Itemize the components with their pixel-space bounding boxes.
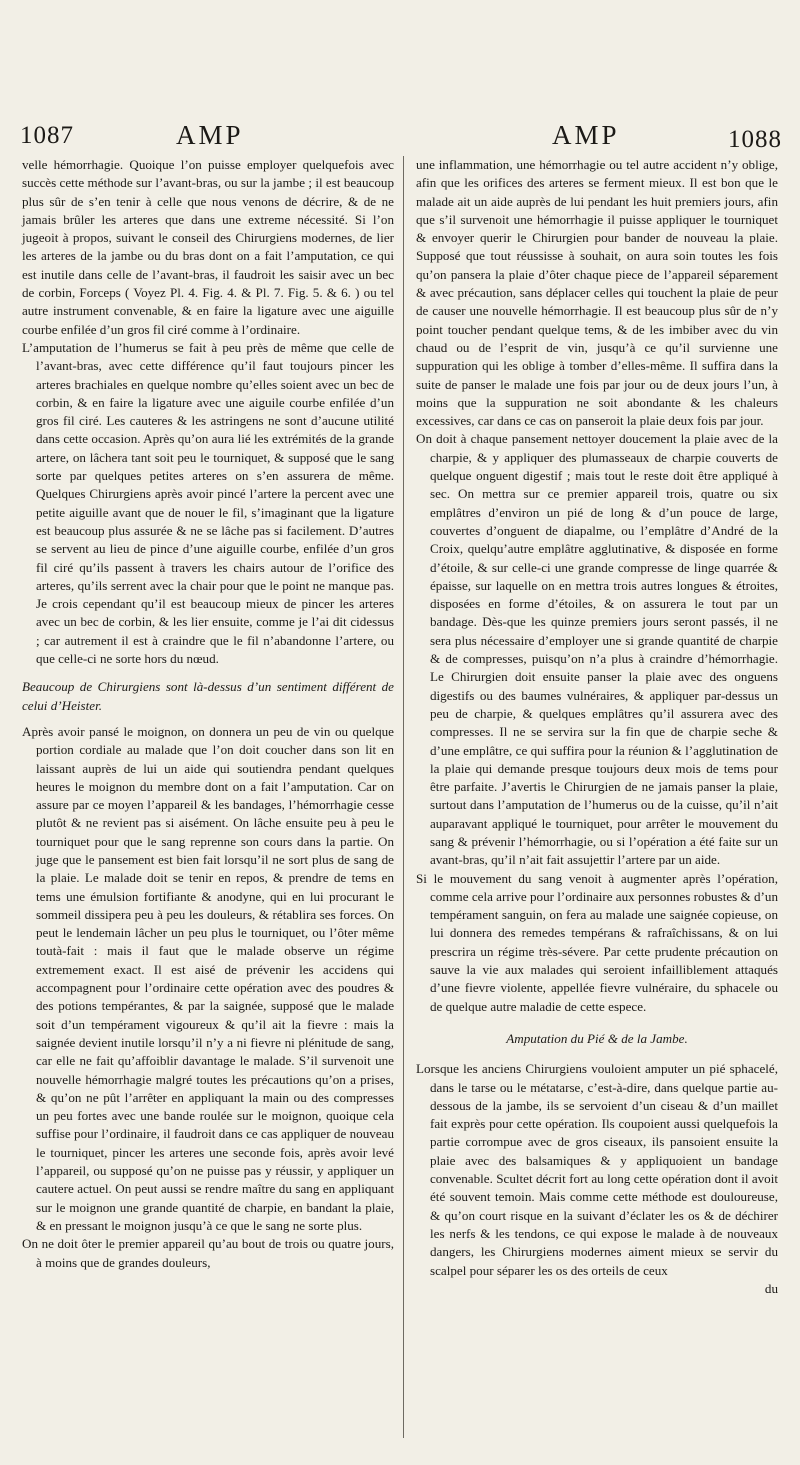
right-paragraph-1: une inflammation, une hémorrhagie ou tel autre accident n’y oblige, afin que les orifices des arteres se ferment mieux. Il est bon que le malade ait un aide auprès de lui pendant les huit premiers jours, afin que s’il survenoit une hémorrhagie il puisse appliquer le tourniquet & envoyer querir le Chirurgien pour bander de nouveau la plaie. Supposé que tout réussisse à souhait, on aura soin toutes les fois qu’on pansera la plaie d’ôter chaque piece de l’appareil séparement & avec précaution, sans déplacer celles qui touchent la plaie de peur de causer une nouvelle hémorrhagie. Il est beaucoup plus sûr de n’y point toucher pendant quelque tems, & de les imbiber avec du vin chaud ou de l’esprit de vin, jusqu’à ce qu’il survienne une suppuration qui les oblige à tomber d’elles-même. Il suffira dans la suite de panser le malade une fois par jour ou de deux jours l’un, à moins que la suppuration ne soit abondante & les chaleurs excessives, car dans ce cas on panseroit la plaie deux fois par jour. (416, 157, 778, 429)
page-header (0, 118, 800, 152)
left-paragraph-4: On ne doit ôter le premier appareil qu’au bout de trois ou quatre jours, à moins que de grandes douleurs, (22, 1236, 394, 1270)
left-paragraph-3: Après avoir pansé le moignon, on donnera un peu de vin ou quelque portion cordiale au malade que l’on doit coucher dans son lit en laissant auprès de lui un aide qui soutiendra pendant quelques heures le moignon du membre dont on a fait l’amputation. Car on assure par ce moyen l’appareil & les bandages, l’hémorrhagie cesse plutôt & ne revient pas si aisément. On lâche ensuite peu à peu le tourniquet pour que le sang reprenne son cours dans la partie. On juge que le pansement est bien fait lorsqu’il ne sort plus de sang de la plaie. Le malade doit se tenir en repos, & prendre de tems en tems une émulsion fortifiante & anodyne, qui en lui procurant le sommeil dissipera peu à peu les douleurs, & rétablira ses forces. On peut le lendemain lâcher un peu plus le tourniquet, ou l’ôter même toutà-fait : mais il faut que le malade observe un régime extremement exact. Il est aisé de prévenir les accidens qui accompagnent pour l’ordinaire cette opération avec des poudres & des potions tempérantes, & par la saignée, supposé que le malade soit d’un tempérament vigoureux & qu’il ait la fievre : mais la saignée devient inutile lorsqu’il n’y a ni fievre ni plénitude de sang, car elle ne fait qu’affoiblir davantage le malade. S’il survenoit une nouvelle hémorrhagie malgré toutes les précautions qu’on a prises, & qu’on ne pût l’arrêter en appliquant la main ou des compresses un peu fortes avec une bande roulée sur le moignon, quoique cela suffise pour l’ordinaire, il faudroit dans ce cas appliquer de nouveau le tourniquet, pincer les arteres une seconde fois, après avoir levé l’appareil, ou supposé qu’on ne puisse pas y réussir, y appliquer un cautere actuel. On peut aussi se rendre maître du sang en appliquant sur le moignon une grande quantité de charpie, en bandant la plaie, & en pressant le moignon jusqu’à ce que le sang ne sorte plus. (22, 723, 394, 1233)
right-paragraph-2: On doit à chaque pansement nettoyer doucement la plaie avec de la charpie, & y appliquer des plumasseaux de charpie couverts de quelque onguent digestif ; mais tout le reste doit être appliqué à sec. On mettra sur ce premier appareil trois, quatre ou six emplâtres d’environ un pié de long & d’un pouce de large, couvertes d’onguent de diapalme, ou l’emplâtre d’André de la Croix, quelqu’autre emplâtre agglutinative, & disposée en forme d’étoile, & sur celle-ci une grande compresse de linge quarrée & épaisse, sur laquelle on en mettra trois autres longues & étroites, disposées en forme d’étoiles, & on assurera le tout par un bandage. Dès-que les quinze premiers jours seront passés, il ne sera plus nécessaire d’employer une si grande quantité de charpie & de compresses, puisqu’on n’a plus à craindre d’hémorrhagie. Le Chirurgien doit ensuite panser la plaie avec des onguens digestifs ou des baumes vulnéraires, & appliquer par-dessus un peu de charpie, & quelques emplâtres qu’il assurera avec des compresses. Il ne se servira sur la fin que de charpie seche & d’une emplâtre, ce qui suffira pour la réunion & l’agglutination de la plaie qui demande presque toujours deux mois de tems pour être parfaite. J’avertis le Chirurgien de ne jamais panser la plaie, surtout dans l’amputation de l’humerus ou de la cuisse, qu’il n’ait auparavant appliqué le tourniquet, pour arrêter le mouvement du sang & prévenir l’hémorrhagie, ou si l’opération a été faite sur un avant-bras, qu’il n’ait fait assujettir l’artere par un aide. (416, 431, 778, 868)
right-paragraph-4: Lorsque les anciens Chirurgiens vouloient amputer un pié sphacelé, dans le tarse ou le métatarse, c’est-à-dire, dans quelque partie au-dessous de la jambe, ils se servoient d’un ciseau & d’un maillet fait exprès pour cette opération. Ils coupoient aussi quelquefois la partie corrompue avec de gros ciseaux, ils pansoient ensuite la plaie avec des balsamiques & y appliquoient un bandage convenable. Scultet décrit fort au long cette opération dont il avoit été souvent temoin. Mais comme cette méthode est douloureuse, & qu’on court risque en la suivant d’éclater les os & de déchirer les nerfs & les tendons, ce qui expose le malade à de nouveaux dangers, les Chirurgiens modernes aiment mieux se servir du scalpel pour séparer les os des orteils de ceux (416, 1061, 778, 1278)
left-running-head: AMP (176, 120, 244, 150)
left-page-number: 1087 (20, 122, 74, 149)
right-running-head: AMP (552, 120, 620, 150)
left-paragraph-1: velle hémorrhagie. Quoique l’on puisse employer quelquefois avec succès cette méthode sur l’avant-bras, ou sur la jambe ; il est beaucoup plus sûr de s’en tenir à celle que nous venons de décrire, & de ne jamais brûler les arteres que dans une extreme nécessité. Si l’on jugeoit à propos, suivant le conseil des Chirurgiens modernes, de lier les arteres de la jambe ou du bras dont on a fait l’amputation, ce qui est inutile dans celle de l’avant-bras, il faudroit les saisir avec un bec de corbin, Forceps ( Voyez Pl. 4. Fig. 4. & Pl. 7. Fig. 5. & 6. ) ou tel autre instrument convenable, & en faire la ligature avec une aiguille courbe enfilée d’un gros fil ciré comme à l’ordinaire. (22, 157, 394, 337)
catchword: du (764, 1280, 778, 1296)
right-column (416, 156, 778, 1298)
left-column (22, 156, 394, 1272)
right-subheading: Amputation du Pié & de la Jambe. (506, 1030, 688, 1046)
left-paragraph-2: L’amputation de l’humerus se fait à peu près de même que celle de l’avant-bras, avec cette différence qu’il faut toujours pincer les arteres brachiales en quelque nombre qu’elles soient avec un bec de corbin, & en faire la ligature avec une aiguile courbe enfilée d’un gros fil ciré. Les cauteres & les astringens ne sont d’aucune utilité dans cette occasion. Après qu’on aura lié les extrémités de la grande artere, on lâchera tant soit peu le tourniquet, & supposé que le sang sorte par quelques petites arteres on s’en assurera de même. Quelques Chirurgiens après avoir pincé l’artere la percent avec une petite aiguille avant que de nouer le fil, s’imaginant que la ligature est beaucoup plus assurée & ne se lâche pas si facilement. D’autres se servent au lieu de pince d’une aiguille courbe, enfilée d’un gros fil ciré qu’ils passent à travers les chairs autour de l’orifice des arteres, qu’ils serrent avec la chair pour que le point ne manque pas. Je crois cependant qu’il est beaucoup mieux de pincer les arteres avec un bec de corbin, & les lier ensuite, comme je l’ai dit cidessus ; car autrement il est à craindre que le fil n’abandonne l’artere, ou que celle-ci ne sorte hors du nœud. (22, 339, 394, 667)
right-page-number: 1088 (728, 126, 782, 153)
right-paragraph-3: Si le mouvement du sang venoit à augmenter après l’opération, comme cela arrive pour l’ordinaire aux personnes robustes & d’un tempérament sanguin, on fera au malade une saignée copieuse, on lui donnera des remedes tempérans & rafraîchissans, & on lui prescrira un régime très-sévere. Par cette prudente précaution on sauve la vie aux malades qui seroient infailliblement attaqués d’une fievre violente, appellée fievre vulnéraire, du sphacele ou de quelque autre maladie de cette espece. (416, 870, 778, 1014)
left-subheading: Beaucoup de Chirurgiens sont là-dessus d’un sentiment différent de celui d’Heister. (22, 679, 394, 713)
